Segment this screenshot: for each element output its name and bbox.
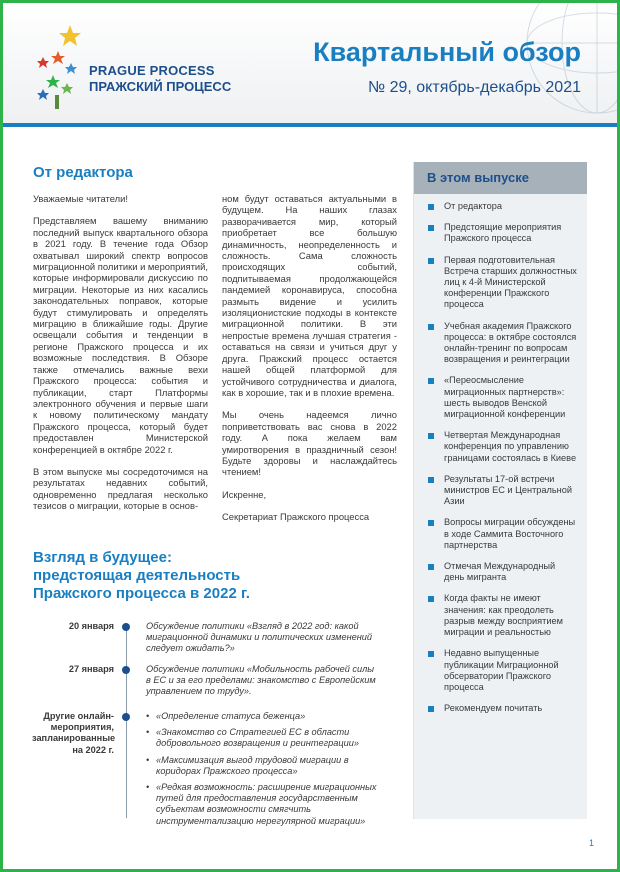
editorial-column-2 bbox=[222, 193, 397, 534]
editorial-paragraph: ном будут оставаться актуальными в будущем. На наших глазах разворачивается мир, который приобретает все большую динамичность, неопределенность и сложность. Сама сложность происходящих событий, подпитываемая продолжающейся пандемией коронавируса, способна размыть видение и усилить изоляционистские подходы в контексте миграционной политики. В эти непростые времена лучшая стратегия - оставаться на связи и учиться друг у друга. Пражский процесс остается нашей общей платформой для устойчивого сотрудничества и диалога, как в хорошие, так и в плохие времена. bbox=[222, 193, 397, 398]
editorial-column-1 bbox=[33, 193, 208, 523]
contents-item[interactable]: Предстоящие мероприятия Пражского процесса bbox=[427, 222, 577, 244]
square-bullet-icon bbox=[428, 706, 434, 712]
event-description: Обсуждение политики «Взгляд в 2022 год: какой миграционной динамики и политических изменений следует ожидать?» bbox=[146, 621, 373, 654]
outlook-heading: Взгляд в будущее: предстоящая деятельность Пражского процесса в 2022 г. bbox=[33, 549, 250, 602]
editorial-paragraph: Мы очень надеемся лично поприветствовать вас снова в 2022 году. А пока желаем вам умиротворения в праздничный сезон! Будьте здоровы и наслаждайтесь чтением! bbox=[222, 409, 397, 478]
contents-item[interactable]: Результаты 17-ой встречи министров ЕС и Центральной Азии bbox=[427, 474, 577, 508]
square-bullet-icon bbox=[428, 477, 434, 483]
newsletter-title: Квартальный обзор bbox=[313, 37, 581, 67]
in-this-issue-sidebar bbox=[413, 162, 587, 819]
contents-list bbox=[414, 201, 587, 714]
contents-item[interactable]: Вопросы миграции обсуждены в ходе Саммита Восточного партнерства bbox=[427, 517, 577, 551]
editorial-paragraph: Представляем вашему вниманию последний выпуск квартального обзора в 2021 году. В течение года Обзор охватывал широкий спектр вопросов миграционной политики и мероприятий, которые информировали дискуссию по миграции. Некоторые из них касались законодательных поправок, которые будут стимулировать и определять миграцию в ближайшие годы. Другие освещали события и тенденции в регионе Пражского процесса и их возможные последствия. В Обзоре также отмечались важные вехи Пражского процесса: события и публикации, старт Платформы электронного обучения и первые шаги к новому политическому мандату Пражского процесса, который будет предоставлен Министерской конференцией в октябре 2022 г. bbox=[33, 215, 208, 455]
contents-item[interactable]: Когда факты не имеют значения: как преодолеть разрыв между восприятием миграции и реальностью bbox=[427, 593, 577, 638]
editorial-signature: Секретариат Пражского процесса bbox=[222, 511, 370, 523]
editorial-paragraph: В этом выпуске мы сосредоточимся на результатах недавних событий, одновременно предлагая несколько тезисов о миграции, которые в основ- bbox=[33, 465, 208, 512]
org-name-russian: ПРАЖСКИЙ ПРОЦЕСС bbox=[89, 79, 232, 94]
header-divider bbox=[3, 123, 617, 127]
event-description: Обсуждение политики «Мобильность рабочей силы в ЕС и за его пределами: знакомство с Европейским управлением по труду». bbox=[146, 664, 376, 697]
editorial-paragraph: Уважаемые читатели! bbox=[33, 193, 128, 204]
contents-item[interactable]: Первая подготовительная Встреча старших должностных лиц к 4-й Министерской конференции Пражского процесса bbox=[427, 255, 577, 311]
event-date: 27 января bbox=[68, 664, 114, 674]
contents-item[interactable]: Учебная академия Пражского процесса: в октябре состоялся онлайн-тренинг по вопросам возвращения и реинтеграции bbox=[427, 321, 577, 366]
event-date: 20 января bbox=[68, 621, 114, 631]
other-events-list bbox=[146, 711, 380, 827]
list-item: • «Максимизация выгод трудовой миграции в коридорах Пражского процесса» bbox=[146, 755, 380, 777]
timeline-dot bbox=[122, 623, 130, 631]
timeline-dot bbox=[122, 713, 130, 721]
square-bullet-icon bbox=[428, 378, 434, 384]
contents-item[interactable]: От редактора bbox=[427, 201, 577, 212]
square-bullet-icon bbox=[428, 596, 434, 602]
square-bullet-icon bbox=[428, 258, 434, 264]
other-events-label: Другие онлайн-мероприятия, запланированные на 2022 г. bbox=[32, 711, 116, 755]
editorial-signoff: Искренне, bbox=[222, 488, 267, 500]
timeline-dot bbox=[122, 666, 130, 674]
contents-item[interactable]: Рекомендуем почитать bbox=[427, 703, 577, 714]
square-bullet-icon bbox=[428, 324, 434, 330]
square-bullet-icon bbox=[428, 651, 434, 657]
org-name-english: PRAGUE PROCESS bbox=[89, 63, 215, 78]
square-bullet-icon bbox=[428, 433, 434, 439]
list-item: • «Определение статуса беженца» bbox=[146, 711, 380, 722]
contents-item[interactable]: Четвертая Международная конференция по управлению границами состоялась в Киеве bbox=[427, 430, 577, 464]
square-bullet-icon bbox=[428, 204, 434, 210]
contents-item[interactable]: Отмечая Международный день мигранта bbox=[427, 561, 577, 583]
issue-number: № 29, октябрь-декабрь 2021 bbox=[367, 79, 581, 96]
prague-process-logo-icon bbox=[31, 23, 91, 113]
editorial-heading: От редактора bbox=[33, 164, 133, 181]
sidebar-heading: В этом выпуске bbox=[414, 162, 587, 194]
contents-item[interactable]: «Переосмысление миграционных партнерств»: шесть выводов Венской миграционной конференции bbox=[427, 375, 577, 420]
square-bullet-icon bbox=[428, 225, 434, 231]
masthead bbox=[3, 3, 617, 123]
square-bullet-icon bbox=[428, 564, 434, 570]
contents-item[interactable]: Недавно выпущенные публикации Миграционной обсерватории Пражского процесса bbox=[427, 648, 577, 693]
page-number: 1 bbox=[588, 838, 594, 848]
list-item: • «Редкая возможность: расширение миграционных путей для предоставления государственным субъектам возможности смягчить инструментализацию нерегулярной миграции» bbox=[146, 782, 380, 827]
square-bullet-icon bbox=[428, 520, 434, 526]
other-events-list-wrap bbox=[146, 711, 380, 832]
list-item: • «Знакомство со Стратегией ЕС в области добровольного возвращения и реинтеграции» bbox=[146, 727, 380, 749]
